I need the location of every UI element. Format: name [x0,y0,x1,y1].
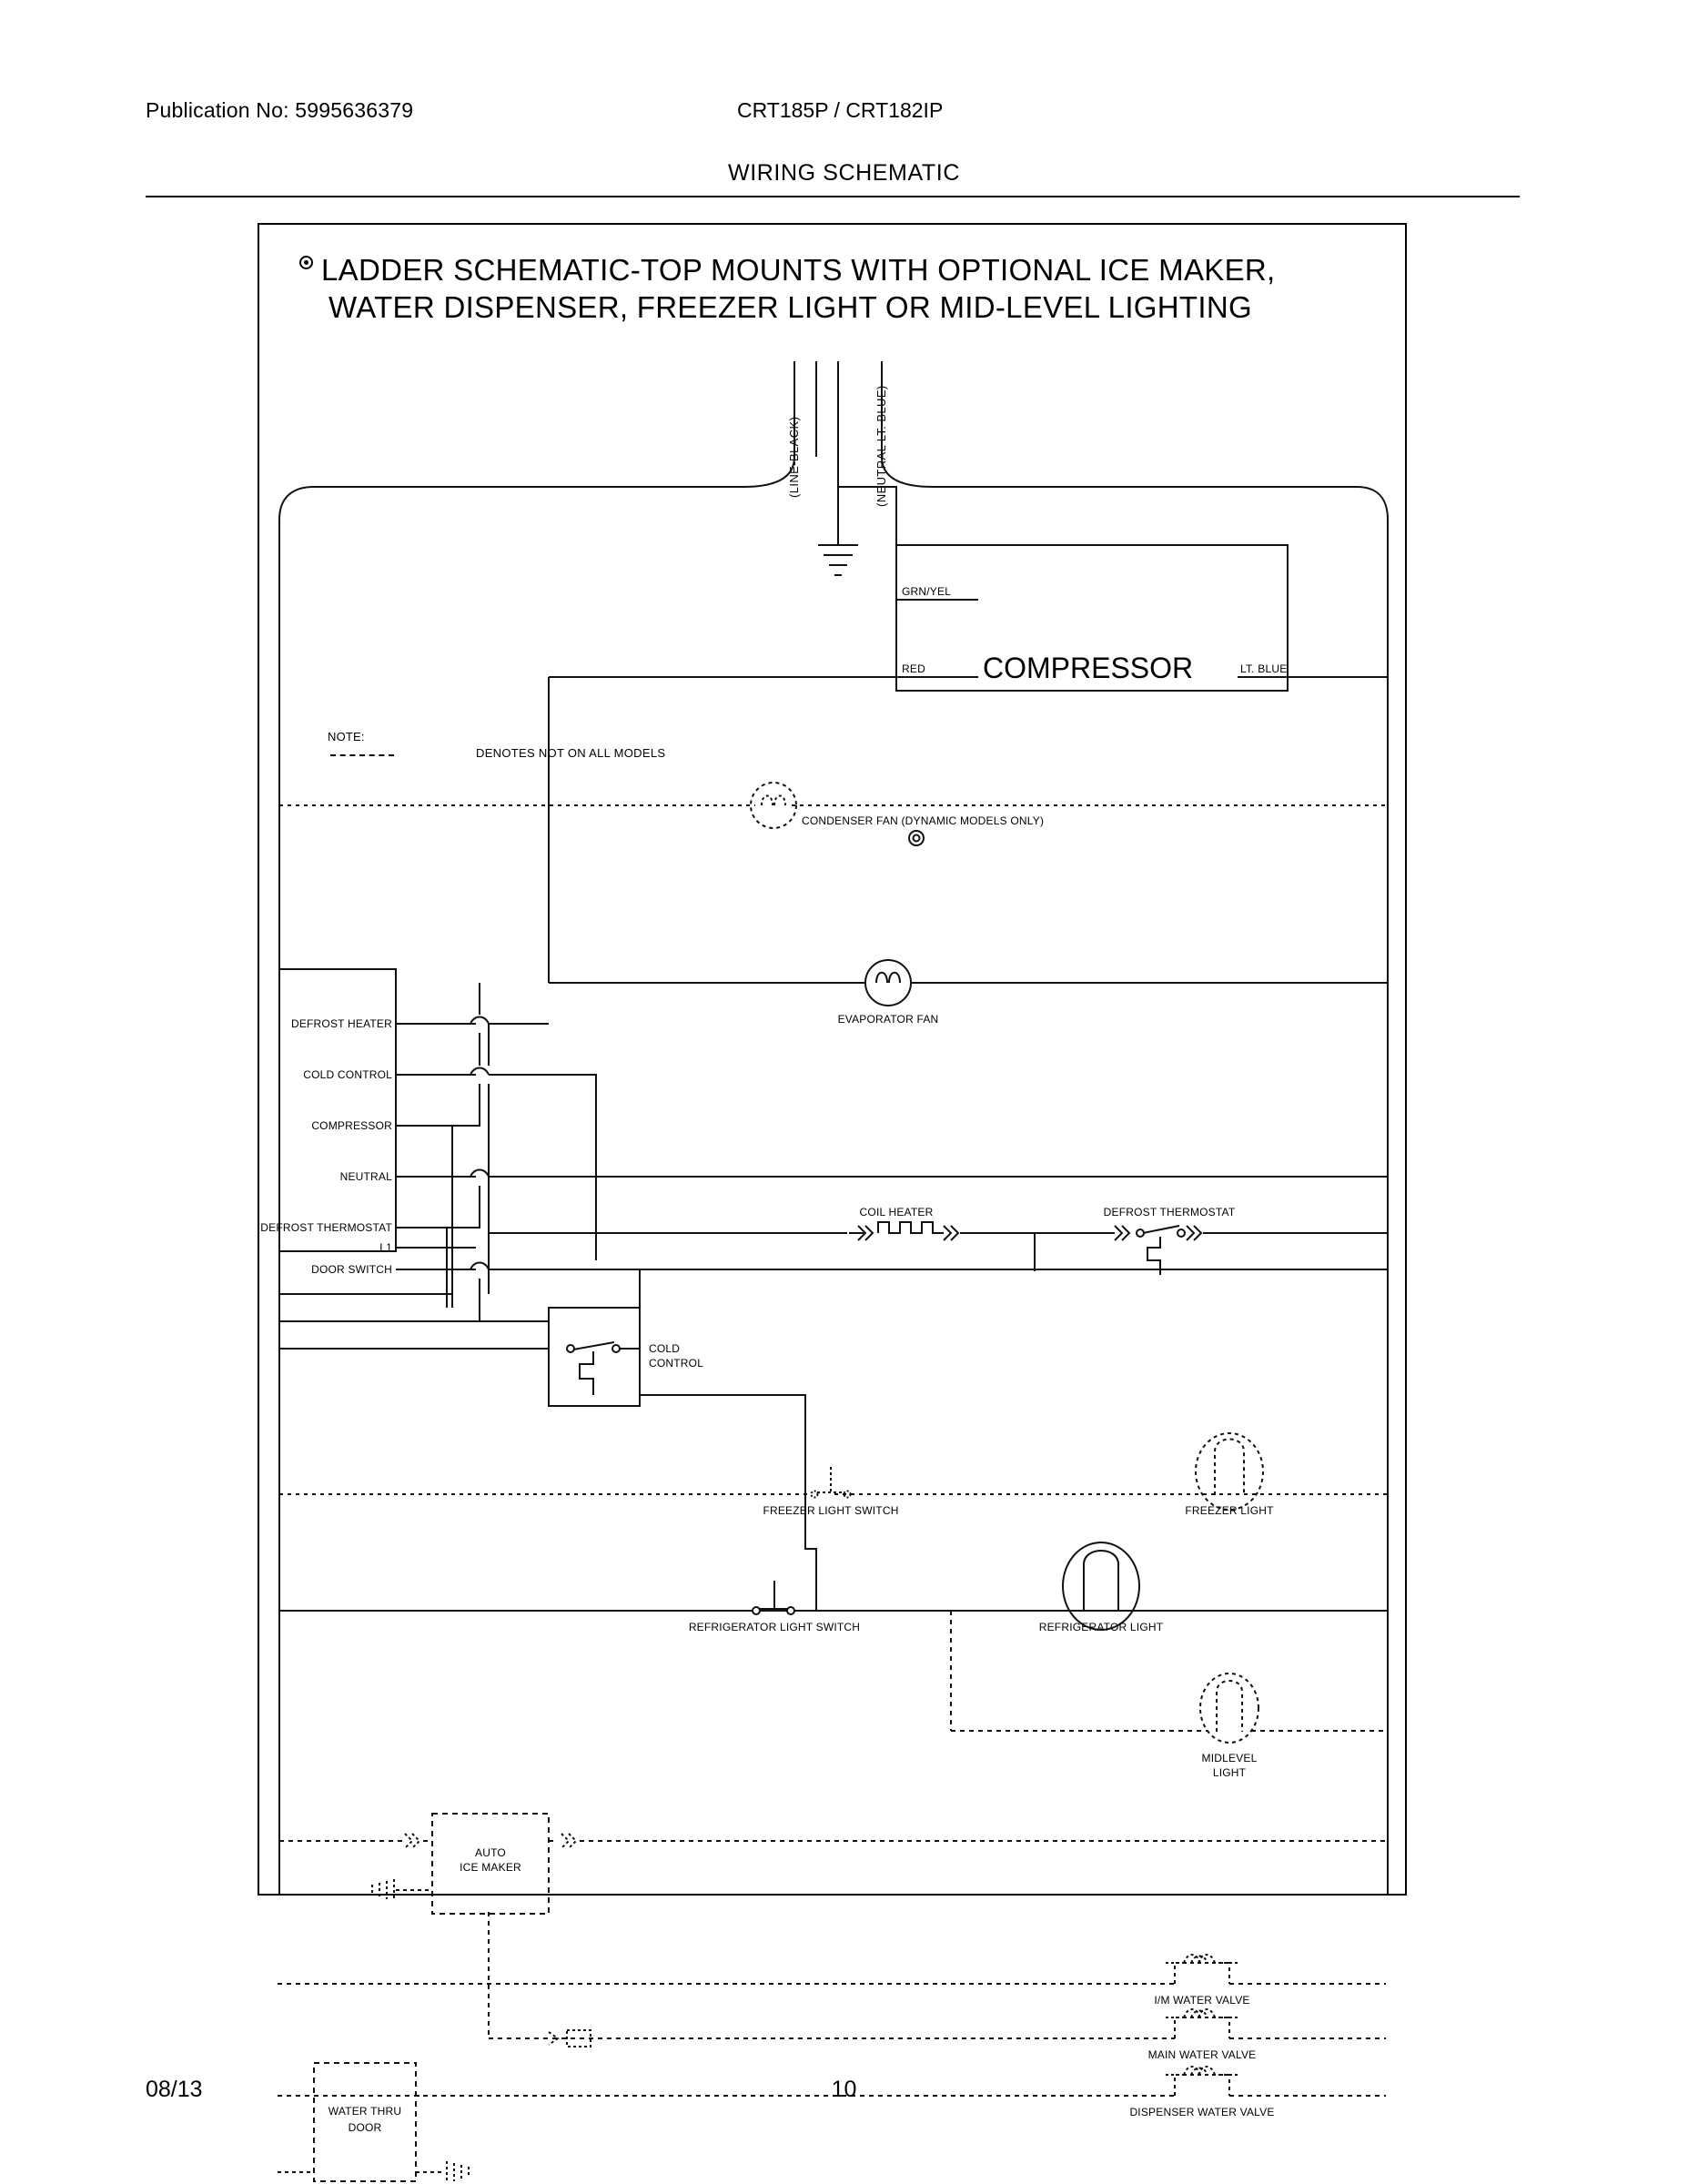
freezer-light-label: FREEZER LIGHT [1185,1504,1274,1517]
auto-ice-maker-label-line1: AUTO [475,1846,506,1859]
diagram-title-line2: WATER DISPENSER, FREEZER LIGHT OR MID-LEVEL LIGHTING [329,290,1252,324]
header-divider [146,196,1520,197]
neutral-lt-blue-label: (NEUTRAL LT. BLUE) [874,385,888,507]
diagram-title-line1: LADDER SCHEMATIC-TOP MOUNTS WITH OPTIONAL ICE MAKER, [321,253,1276,287]
auto-ice-maker-label-line2: ICE MAKER [460,1861,521,1874]
water-thru-door-label-line1: WATER THRU [328,2105,402,2118]
lt-blue-terminal-label: LT. BLUE [1240,662,1288,675]
terminal-label-door-switch: DOOR SWITCH [311,1263,392,1276]
note-label: NOTE: [328,730,365,743]
refrigerator-light-switch-label: REFRIGERATOR LIGHT SWITCH [688,1621,861,1633]
cold-control-box-label-line1: COLD [649,1342,681,1355]
freezer-light-switch-label: FREEZER LIGHT SWITCH [763,1504,899,1517]
terminal-label-neutral: NEUTRAL [339,1170,392,1183]
terminal-label-compressor: COMPRESSOR [311,1119,392,1132]
cold-control-box-label-line2: CONTROL [649,1357,704,1370]
note-legend-text: DENOTES NOT ON ALL MODELS [476,746,666,760]
terminal-label-cold-control: COLD CONTROL [303,1068,392,1081]
evaporator-fan-label: EVAPORATOR FAN [837,1013,939,1026]
midlevel-light-label-line1: MIDLEVEL [1201,1752,1258,1764]
im-water-valve-label: I/M WATER VALVE [1154,1994,1250,2007]
condenser-fan-label: CONDENSER FAN (DYNAMIC MODELS ONLY) [802,814,1045,827]
water-thru-door-label-line2: DOOR [348,2121,382,2134]
model-numbers: CRT185P / CRT182IP [737,98,944,122]
footer-date: 08/13 [146,2077,203,2102]
coil-heater-label: COIL HEATER [859,1206,934,1218]
terminal-label-defrost-heater: DEFROST HEATER [290,1017,392,1030]
grn-yel-terminal-label: GRN/YEL [902,585,952,598]
line-black-label: (LINE-BLACK) [787,416,801,498]
refrigerator-light-label: REFRIGERATOR LIGHT [1038,1621,1164,1633]
footer-page-number: 10 [831,2077,857,2102]
compressor-label: COMPRESSOR [983,652,1194,684]
defrost-thermostat-label: DEFROST THERMOSTAT [1103,1206,1236,1218]
terminal-label-defrost-thermostat: DEFROST THERMOSTAT [260,1221,392,1234]
dispenser-water-valve-label: DISPENSER WATER VALVE [1129,2106,1275,2118]
red-terminal-label: RED [902,662,925,675]
main-water-valve-label: MAIN WATER VALVE [1147,2048,1257,2061]
terminal-label-l1: L1 [379,1241,392,1254]
midlevel-light-label-line2: LIGHT [1212,1766,1247,1779]
publication-number: Publication No: 5995636379 [146,98,414,122]
page-title: WIRING SCHEMATIC [728,160,960,186]
